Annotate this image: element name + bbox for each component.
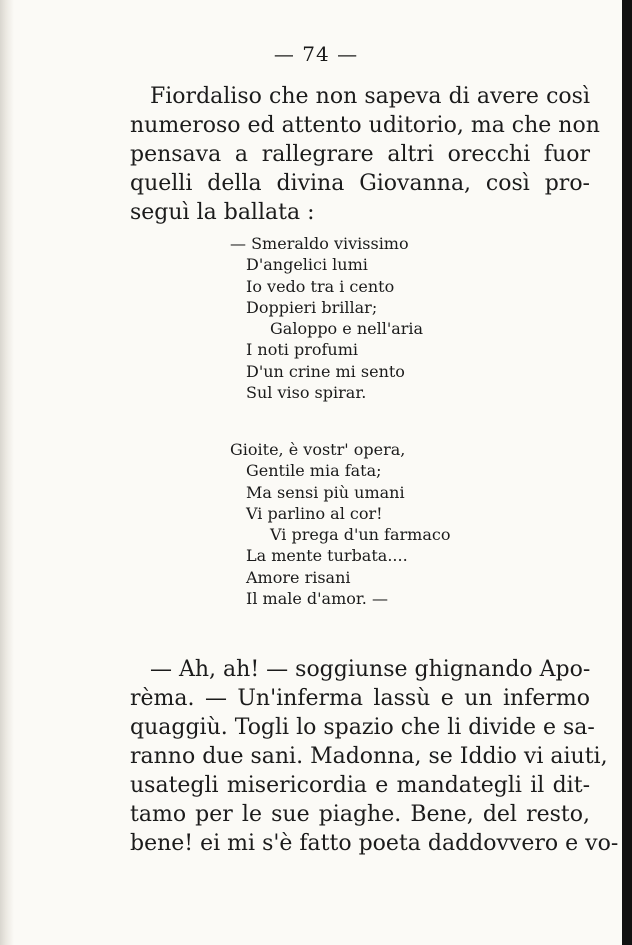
prose-line: quaggiù. Togli lo spazio che li divide e sa-: [130, 715, 595, 740]
prose-line: tamo per le sue piaghe. Bene, del resto,: [130, 802, 590, 827]
prose-line: pensava a rallegrare altri orecchi fuor: [130, 142, 590, 167]
page-right-edge: [622, 0, 632, 945]
prose-line: usategli misericordia e mandategli il dit-: [130, 773, 590, 798]
prose-line: numeroso ed attento uditorio, ma che non: [130, 113, 600, 138]
verse-line: Sul viso spirar.: [246, 383, 367, 403]
verse-line: Ma sensi più umani: [246, 482, 405, 502]
prose-paragraph-before: [130, 82, 600, 227]
verse-line: Doppieri brillar;: [246, 297, 378, 317]
page-left-edge: [0, 0, 14, 945]
verse-line: D'un crine mi sento: [246, 361, 405, 381]
prose-line: — Ah, ah! — soggiunse ghignando Apo-: [150, 657, 591, 682]
verse-line: La mente turbata....: [246, 546, 408, 566]
verse-line: Gioite, è vostr' opera,: [230, 440, 406, 459]
page-number: — 74 —: [273, 42, 359, 66]
verse-line: Vi parlino al cor!: [246, 503, 383, 523]
prose-line: seguì la ballata :: [130, 200, 315, 225]
verse-line: Io vedo tra i cento: [246, 276, 395, 296]
prose-line: ranno due sani. Madonna, se Iddio vi aiuti,: [130, 744, 608, 769]
verse-line: — Smeraldo vivissimo: [230, 234, 409, 253]
verse-line: Galoppo e nell'aria: [270, 319, 424, 339]
verse-line: Amore risani: [246, 567, 351, 587]
verse-line: I noti profumi: [246, 340, 359, 360]
verse-line: Vi prega d'un farmaco: [270, 525, 451, 545]
poem-stanza-2: [230, 439, 530, 609]
verse-line: Gentile mia fata;: [246, 461, 382, 481]
prose-paragraph-after: [130, 655, 619, 858]
verse-line: D'angelici lumi: [246, 255, 368, 275]
prose-line: bene! ei mi s'è fatto poeta daddovvero e vo-: [130, 831, 619, 856]
prose-line: Fiordaliso che non sapeva di avere così: [150, 84, 590, 109]
prose-line: quelli della divina Giovanna, così pro-: [130, 171, 590, 196]
prose-line: rèma. — Un'inferma lassù e un infermo: [130, 686, 590, 711]
poem-stanza-1: [230, 233, 530, 403]
verse-line: Il male d'amor. —: [246, 589, 388, 609]
